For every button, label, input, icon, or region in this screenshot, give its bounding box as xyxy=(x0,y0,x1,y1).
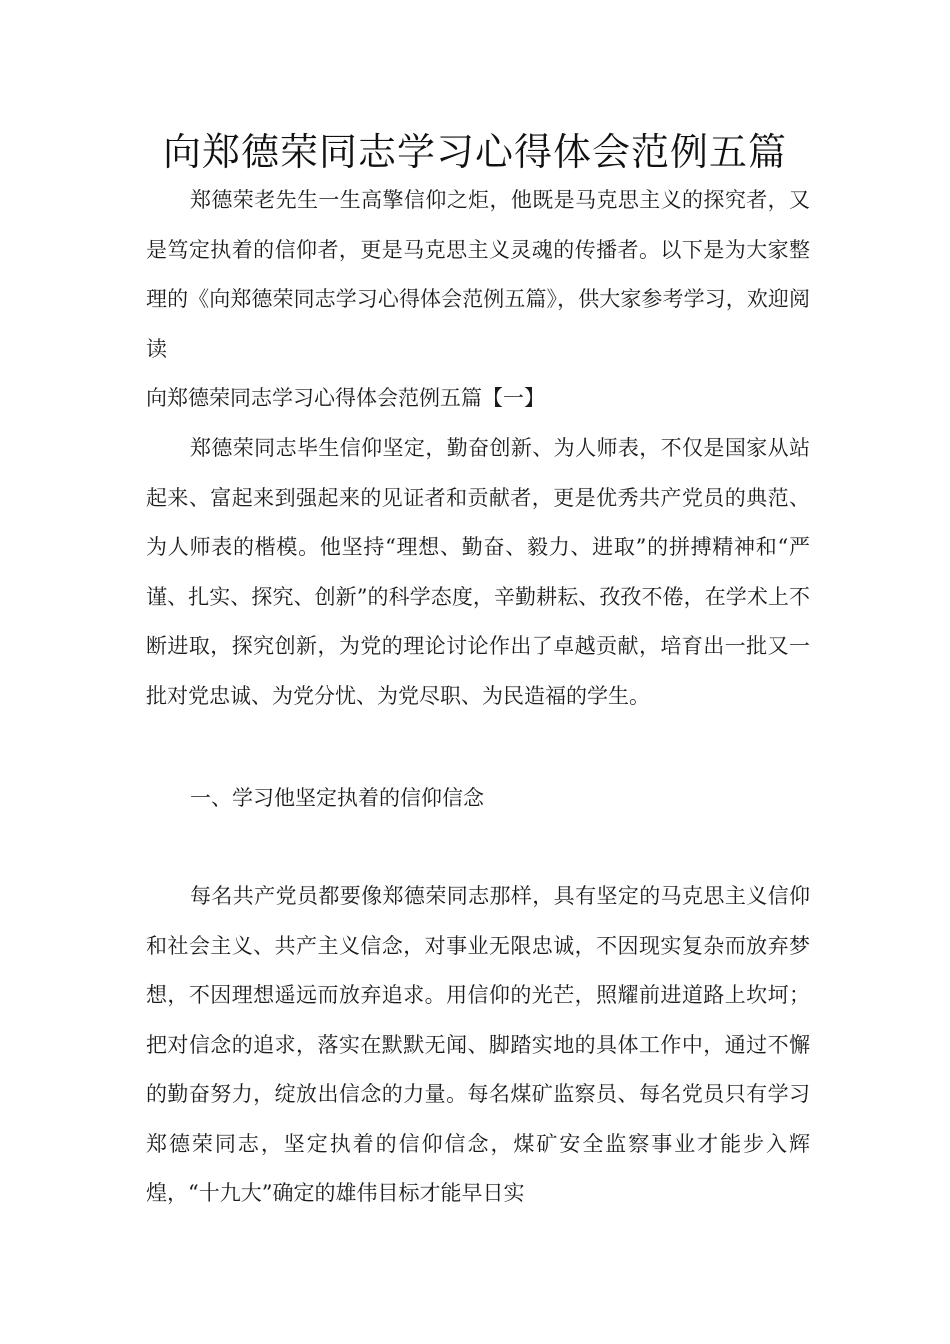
section-heading: 一、学习他坚定执着的信仰信念 xyxy=(190,786,484,810)
intro-paragraph: 郑德荣老先生一生高擎信仰之炬，他既是马克思主义的探究者，又是笃定执着的信仰者，更是马克思主义灵魂的传播者。以下是为大家整理的《向郑德荣同志学习心得体会范例五篇》，供大家参考学习，欢迎阅读 xyxy=(146,188,810,361)
part-heading: 向郑德荣同志学习心得体会范例五篇【一】 xyxy=(146,386,545,410)
section-body-paragraph: 每名共产党员都要像郑德荣同志那样，具有坚定的马克思主义信仰和社会主义、共产主义信念，对事业无限忠诚，不因现实复杂而放弃梦想，不因理想遥远而放弃追求。用信仰的光芒，照耀前进道路上坎坷；把对信念的追求，落实在默默无闻、脚踏实地的具体工作中，通过不懈的勤奋努力，绽放出信念的力量。每名煤矿监察员、每名党员只有学习郑德荣同志，坚定执着的信仰信念，煤矿安全监察事业才能步入辉煌，“十九大”确定的雄伟目标才能早日实 xyxy=(146,884,810,1205)
document-title: 向郑德荣同志学习心得体会范例五篇 xyxy=(162,130,787,174)
part-body-paragraph: 郑德荣同志毕生信仰坚定，勤奋创新、为人师表，不仅是国家从站起来、富起来到强起来的见证者和贡献者，更是优秀共产党员的典范、为人师表的楷模。他坚持“理想、勤奋、毅力、进取”的拼搏精神和“严谨、扎实、探究、创新”的科学态度，辛勤耕耘、孜孜不倦，在学术上不断进取，探究创新，为党的理论讨论作出了卓越贡献，培育出一批又一批对党忠诚、为党分忧、为党尽职、为民造福的学生。 xyxy=(146,436,810,708)
